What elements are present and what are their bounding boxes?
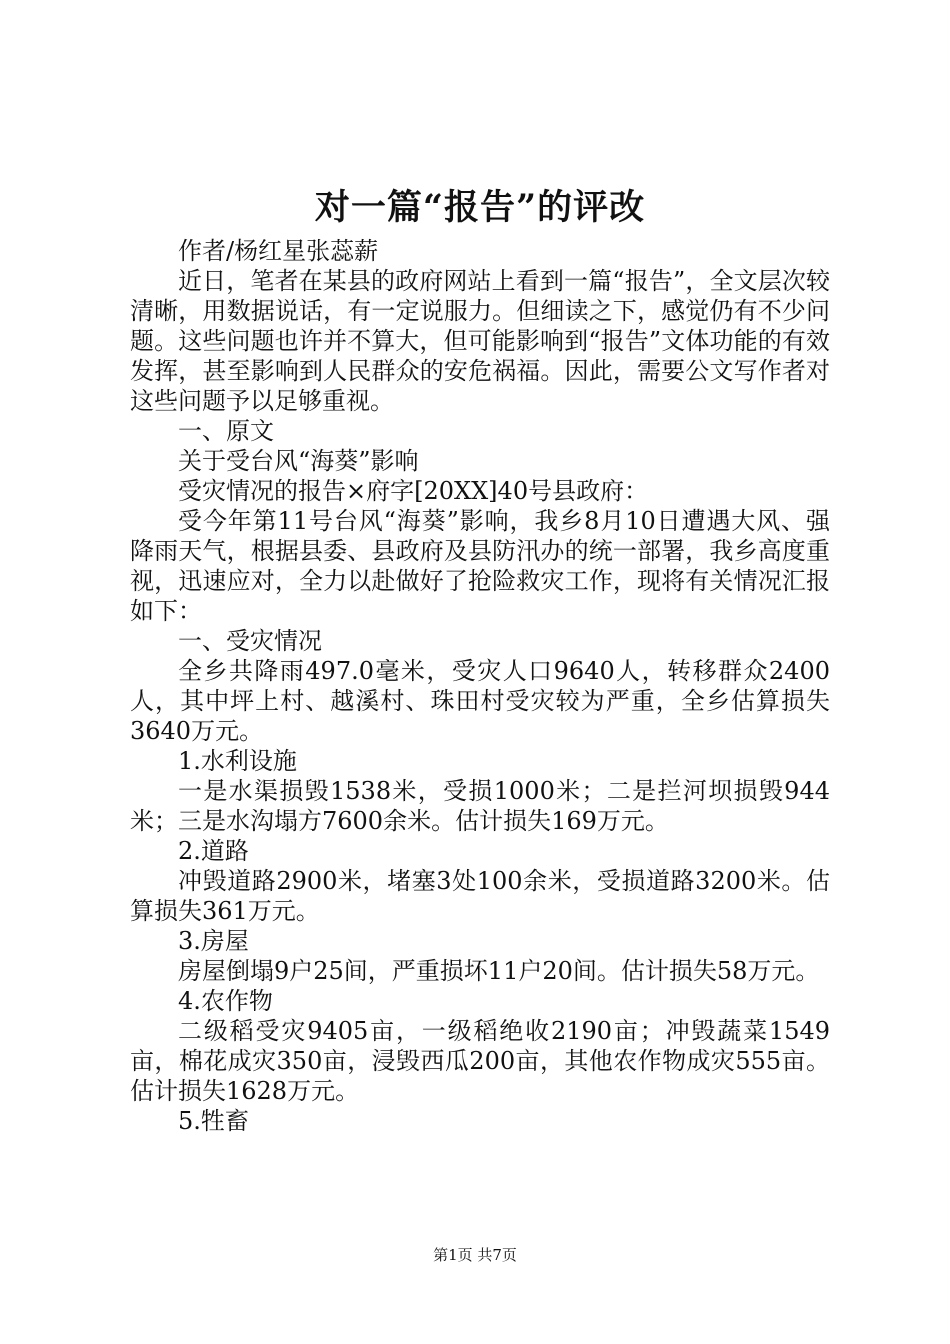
author-line: 作者/杨红星张蕊薪 [178, 237, 379, 265]
document-page [130, 180, 830, 1136]
subsection-heading: 4.农作物 [178, 987, 273, 1015]
paragraph: 二级稻受灾9405亩，一级稻绝收2190亩；冲毁蔬菜1549亩，棉花成灾350亩，浸毁西瓜200亩，其他农作物成灾555亩。估计损失1628万元。 [130, 1017, 830, 1105]
paragraph: 受灾情况的报告×府字[20XX]40号县政府： [178, 477, 649, 505]
paragraph: 房屋倒塌9户25间，严重损坏11户20间。估计损失58万元。 [178, 957, 820, 985]
document-body [130, 236, 830, 1136]
subsection-heading: 1.水利设施 [178, 747, 297, 775]
subsection-heading: 3.房屋 [178, 927, 249, 955]
section-heading: 一、受灾情况 [178, 627, 322, 655]
subsection-heading: 2.道路 [178, 837, 249, 865]
document-title: 对一篇“报告”的评改 [314, 187, 646, 228]
paragraph: 冲毁道路2900米，堵塞3处100余米，受损道路3200米。估算损失361万元。 [130, 867, 830, 925]
paragraph: 受今年第11号台风“海葵”影响，我乡8月10日遭遇大风、强降雨天气，根据县委、县政府及县防汛办的统一部署，我乡高度重视，迅速应对，全力以赴做好了抢险救灾工作，现将有关情况汇报如下： [130, 507, 830, 625]
paragraph: 关于受台风“海葵”影响 [178, 447, 419, 475]
paragraph: 一是水渠损毁1538米，受损1000米；二是拦河坝损毁944米；三是水沟塌方7600余米。估计损失169万元。 [130, 777, 830, 835]
subsection-heading: 5.牲畜 [178, 1107, 249, 1135]
paragraph: 全乡共降雨497.0毫米，受灾人口9640人，转移群众2400人，其中坪上村、越溪村、珠田村受灾较为严重，全乡估算损失3640万元。 [130, 657, 830, 745]
section-heading: 一、原文 [178, 417, 274, 445]
paragraph: 近日，笔者在某县的政府网站上看到一篇“报告”，全文层次较清晰，用数据说话，有一定说服力。但细读之下，感觉仍有不少问题。这些问题也许并不算大，但可能影响到“报告”文体功能的有效发挥，甚至影响到人民群众的安危祸福。因此，需要公文写作者对这些问题予以足够重视。 [130, 267, 830, 415]
page-footer: 第1页 共7页 [433, 1246, 517, 1264]
